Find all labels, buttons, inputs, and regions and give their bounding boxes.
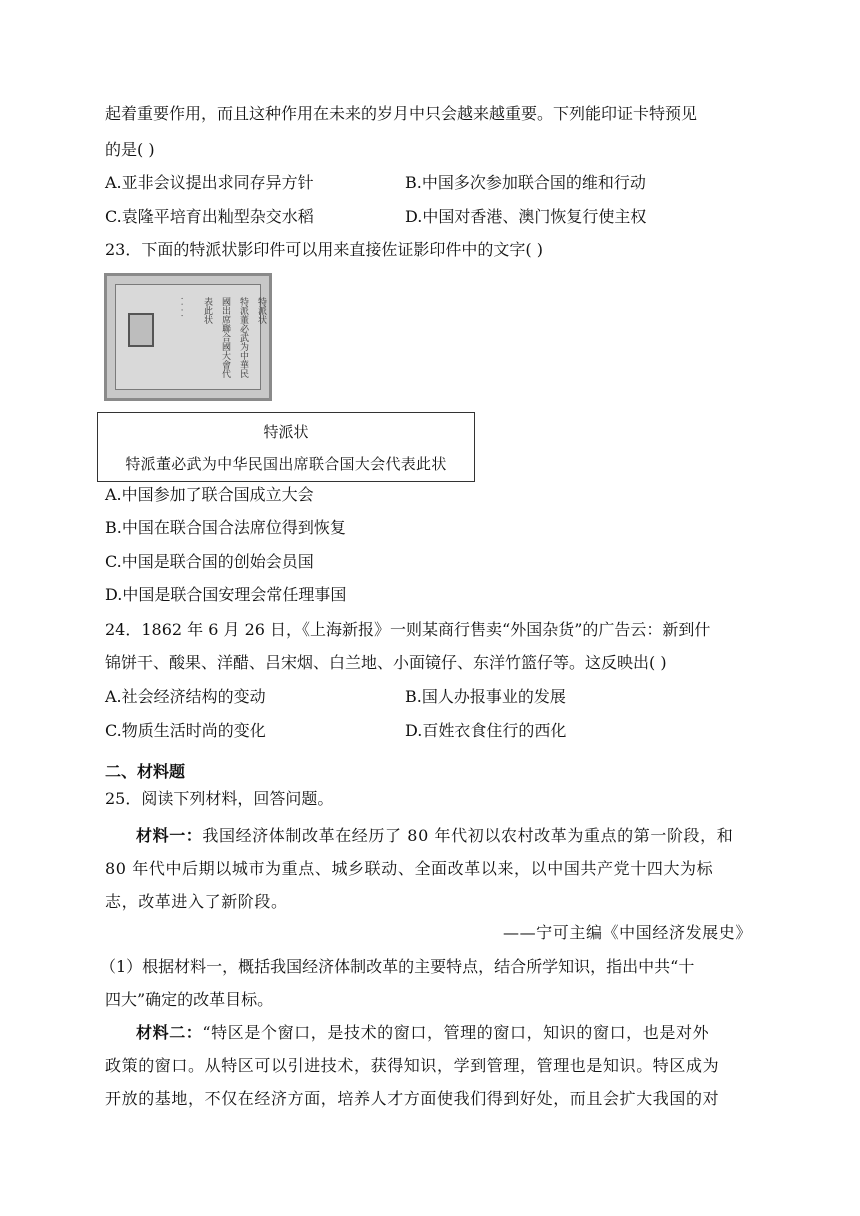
material-one-line1 xyxy=(136,826,733,846)
seal-mark xyxy=(128,313,154,347)
certificate-photocopy-image: 特派状 特派董必武为中華民 國出席聯合國大會代 表此状 · · · · xyxy=(104,273,272,401)
material-two-text1: “特区是个窗口，是技术的窗口，管理的窗口，知识的窗口，也是对外 xyxy=(202,1023,710,1042)
material-one-label: 材料一： xyxy=(136,826,203,845)
q24-option-c: C.物质生活时尚的变化 xyxy=(105,721,266,740)
q23-option-c: C.中国是联合国的创始会员国 xyxy=(105,552,314,571)
q23-option-b: B.中国在联合国合法席位得到恢复 xyxy=(105,518,346,537)
q22-option-c: C.袁隆平培育出籼型杂交水稻 xyxy=(105,207,314,226)
section-heading: 二、材料题 xyxy=(105,762,186,781)
q24-option-a: A.社会经济结构的变动 xyxy=(105,687,266,706)
q22-option-b: B.中国多次参加联合国的维和行动 xyxy=(405,173,646,192)
q22-option-a: A.亚非会议提出求同存异方针 xyxy=(105,173,314,192)
material-two-line2: 政策的窗口。从特区可以引进技术，获得知识，学到管理，管理也是知识。特区成为 xyxy=(105,1056,720,1075)
q22-option-d: D.中国对香港、澳门恢复行使主权 xyxy=(405,207,647,226)
q24-option-d: D.百姓衣食住行的西化 xyxy=(405,721,567,740)
material-two-line3: 开放的基地，不仅在经济方面，培养人才方面使我们得到好处，而且会扩大我国的对 xyxy=(105,1089,720,1108)
material-two-line1 xyxy=(136,1023,709,1043)
q25-stem: 25．阅读下列材料，回答问题。 xyxy=(105,789,334,808)
q25-sub1-line1: （1）根据材料一，概括我国经济体制改革的主要特点，结合所学知识，指出中共“十 xyxy=(100,957,695,976)
material-one-source: ——宁可主编《中国经济发展史》 xyxy=(502,923,752,942)
material-two-label: 材料二： xyxy=(136,1023,203,1042)
transcript-body: 特派董必武为中华民国出席联合国大会代表此状 xyxy=(125,455,447,473)
certificate-transcript-box xyxy=(97,412,475,482)
material-one-line3: 志，改革进入了新阶段。 xyxy=(105,892,288,911)
q23-stem: 23．下面的特派状影印件可以用来直接佐证影印件中的文字( ) xyxy=(105,240,543,259)
q24-stem-line2: 锦饼干、酸果、洋醋、吕宋烟、白兰地、小面镜仔、东洋竹篮仔等。这反映出( ) xyxy=(105,653,667,672)
q24-option-b: B.国人办报事业的发展 xyxy=(405,687,566,706)
q24-stem-line1: 24．1862 年 6 月 26 日，《上海新报》一则某商行售卖“外国杂货”的广告云：新到什 xyxy=(105,620,711,639)
q22-stem-line1: 起着重要作用，而且这种作用在未来的岁月中只会越来越重要。下列能印证卡特预见 xyxy=(105,104,698,123)
q23-option-a: A.中国参加了联合国成立大会 xyxy=(105,485,314,504)
material-one-line2: 80 年代中后期以城市为重点、城乡联动、全面改革以来，以中国共产党十四大为标 xyxy=(105,859,714,878)
q25-sub1-line2: 四大”确定的改革目标。 xyxy=(105,990,274,1009)
material-one-text1: 我国经济体制改革在经历了 80 年代初以农村改革为重点的第一阶段，和 xyxy=(202,826,734,845)
q22-stem-line2: 的是( ) xyxy=(105,140,155,159)
transcript-title: 特派状 xyxy=(263,423,309,441)
q23-option-d: D.中国是联合国安理会常任理事国 xyxy=(105,585,347,604)
